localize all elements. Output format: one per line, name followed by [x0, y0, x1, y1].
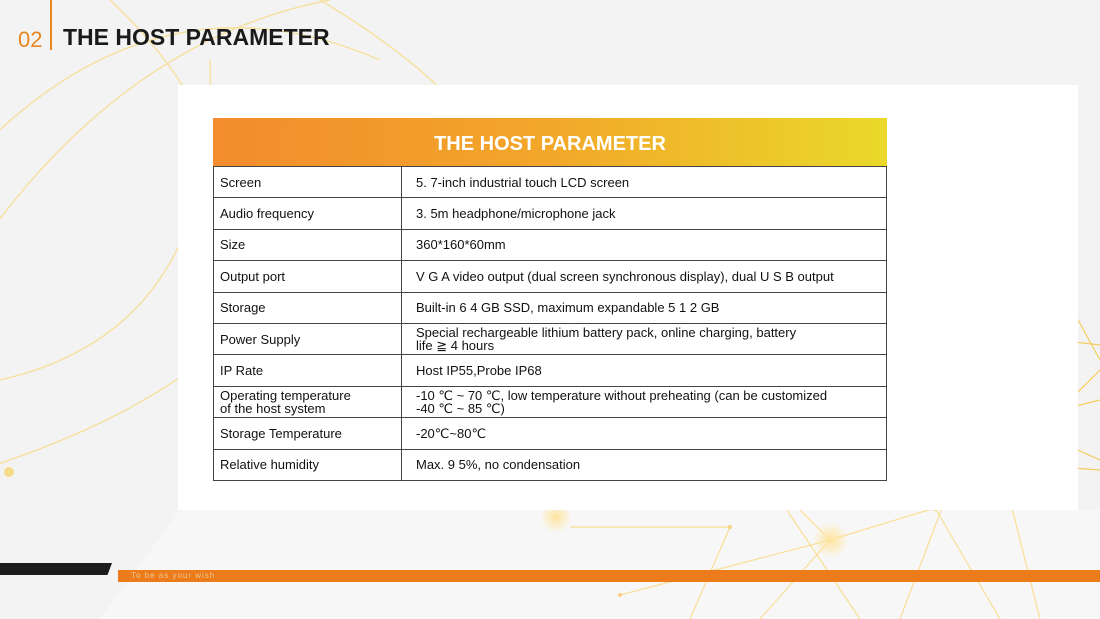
header-divider — [50, 0, 52, 50]
parameter-value — [402, 323, 887, 354]
parameter-value — [402, 229, 887, 260]
parameter-label — [214, 323, 402, 354]
cell-line: IP Rate — [220, 363, 264, 379]
cell-line: life ≧ 4 hours — [416, 338, 495, 354]
cell-line: -10 ℃ ~ 70 ℃, low temperature without preheating (can be customized — [416, 387, 828, 403]
table-title: THE HOST PARAMETER — [213, 118, 887, 166]
cell-line: of the host system — [220, 400, 326, 416]
footer-orange-bar — [118, 570, 1100, 582]
table-row — [214, 355, 887, 386]
page-title: THE HOST PARAMETER — [63, 24, 330, 50]
cell-line: Power Supply — [220, 331, 301, 347]
cell-line: Relative humidity — [220, 457, 319, 473]
parameter-value — [402, 418, 887, 449]
host-parameter-table — [213, 118, 887, 481]
cell-line: Size — [220, 237, 246, 253]
parameter-value — [402, 292, 887, 323]
parameter-label — [214, 261, 402, 292]
cell-line: Special rechargeable lithium battery pack, online charging, battery — [416, 325, 797, 341]
footer-tagline: To be as your wish — [131, 571, 216, 580]
cell-line: -40 ℃ ~ 85 ℃) — [416, 400, 505, 416]
cell-line: Output port — [220, 268, 286, 284]
cell-line: Host IP55,Probe IP68 — [416, 363, 542, 379]
parameter-value — [402, 386, 887, 417]
parameter-label — [214, 198, 402, 229]
cell-line: Screen — [220, 174, 262, 190]
cell-line: -20℃~80℃ — [416, 425, 487, 441]
table-row — [214, 261, 887, 292]
table-row — [214, 198, 887, 229]
table-row — [214, 292, 887, 323]
parameter-grid — [213, 166, 887, 481]
parameter-label — [214, 355, 402, 386]
parameter-value — [402, 355, 887, 386]
parameter-value — [402, 261, 887, 292]
cell-line: 3. 5m headphone/microphone jack — [416, 206, 616, 222]
parameter-value — [402, 198, 887, 229]
cell-line: V G A video output (dual screen synchronous display), dual U S B output — [416, 268, 834, 284]
cell-line: 5. 7-inch industrial touch LCD screen — [416, 174, 630, 190]
parameter-rows — [214, 167, 887, 481]
cell-line: Built-in 6 4 GB SSD, maximum expandable 5 1 2 GB — [416, 300, 720, 316]
cell-line: Storage Temperature — [220, 425, 342, 441]
cell-line: Operating temperature — [220, 387, 351, 403]
footer-dark-bar — [0, 563, 112, 575]
table-row — [214, 323, 887, 354]
table-row — [214, 449, 887, 480]
parameter-label — [214, 418, 402, 449]
table-row — [214, 386, 887, 417]
parameter-value — [402, 167, 887, 198]
parameter-label — [214, 292, 402, 323]
table-row — [214, 229, 887, 260]
parameter-label — [214, 229, 402, 260]
cell-line: Audio frequency — [220, 206, 314, 222]
parameter-label — [214, 386, 402, 417]
section-number: 02 — [18, 27, 43, 52]
cell-line: Storage — [220, 300, 266, 316]
parameter-label — [214, 449, 402, 480]
table-row — [214, 418, 887, 449]
parameter-value — [402, 449, 887, 480]
table-row — [214, 167, 887, 198]
cell-line: 360*160*60mm — [416, 237, 506, 253]
parameter-label — [214, 167, 402, 198]
cell-line: Max. 9 5%, no condensation — [416, 457, 581, 473]
